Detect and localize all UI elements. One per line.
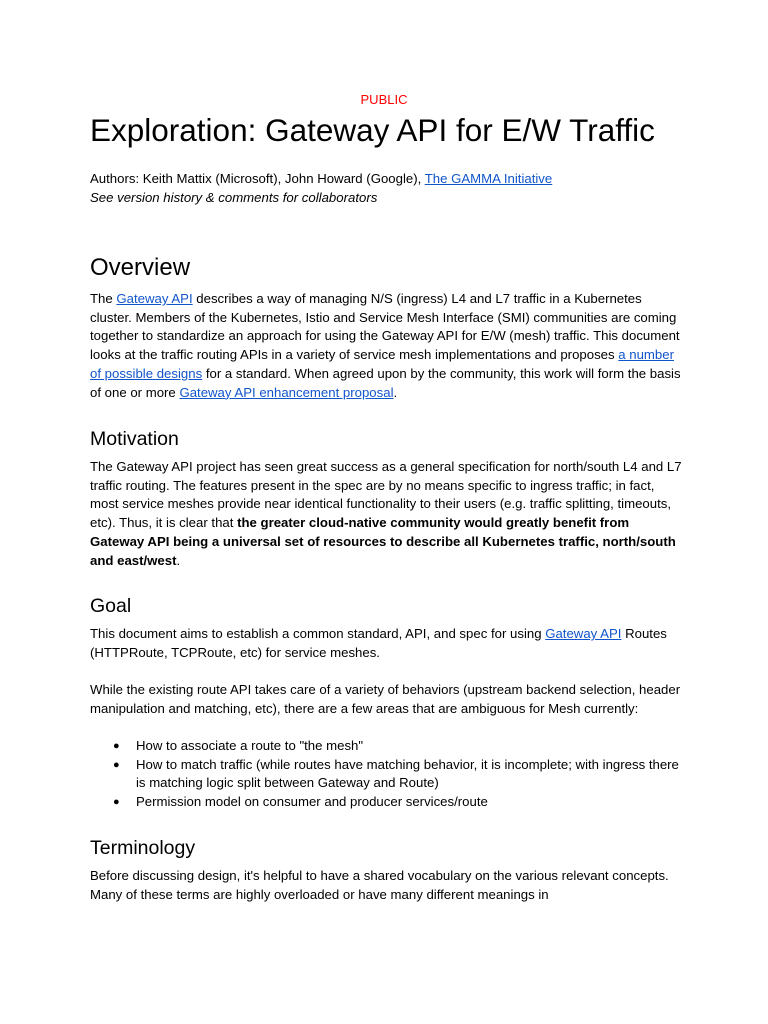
motivation-heading: Motivation [90, 428, 179, 450]
goal-heading: Goal [90, 595, 132, 617]
goal-paragraph-1 [90, 625, 682, 662]
list-item-text: How to match traffic (while routes have matching behavior, it is incomplete; with ingress there is matching logic split between Gateway and Route) [136, 756, 679, 791]
authors-line [90, 170, 682, 189]
goal-paragraph-2: While the existing route API takes care of a variety of behaviors (upstream backend selection, header manipulation and matching, etc), there are a few areas that are ambiguous for Mesh currently: [90, 682, 681, 716]
overview-text-4: . [393, 384, 398, 400]
goal-text-1: This document aims to establish a common standard, API, and spec for using [90, 626, 546, 641]
list-item [90, 737, 682, 756]
overview-text-1: The [90, 291, 117, 306]
authors-text: Authors: Keith Mattix (Microsoft), John Howard (Google), [90, 171, 425, 186]
gateway-api-link[interactable]: Gateway API [116, 291, 193, 306]
terminology-heading: Terminology [90, 837, 196, 859]
overview-paragraph [90, 290, 682, 402]
bullet-icon: ● [113, 758, 120, 771]
classification-label: PUBLIC [360, 92, 408, 107]
overview-heading: Overview [90, 254, 191, 281]
terminology-paragraph: Before discussing design, it's helpful to have a shared vocabulary on the various relevant concepts. Many of these terms are highly overloaded or have many different meanings in [90, 868, 669, 902]
enhancement-proposal-link[interactable]: Gateway API enhancement proposal [179, 384, 394, 400]
overview-text-2: describes a way of managing N/S (ingress) L4 and L7 traffic in a Kubernetes cluster. Members of the Kubernetes, Istio and Service Mesh Interface (SMI) communities are coming together to standardize an approach for using the Gateway API for E/W (mesh) traffic. This document looks at the traffic routing APIs in a variety of service mesh implementations and proposes [90, 291, 680, 363]
goal-text-2: Routes (HTTPRoute, TCPRoute, etc) for service meshes. [90, 626, 667, 660]
document-title: Exploration: Gateway API for E/W Traffic [90, 112, 655, 148]
gamma-initiative-link[interactable]: The GAMMA Initiative [424, 171, 553, 186]
list-item-text: How to associate a route to "the mesh" [136, 738, 364, 753]
motivation-bold-statement: the greater cloud-native community would greatly benefit from Gateway API being a universal set of resources to describe all Kubernetes traffic, north/south and east/west [90, 515, 676, 568]
overview-text-3: for a standard. When agreed upon by the community, this work will form the basis of one or more [90, 365, 681, 400]
list-item [90, 756, 682, 793]
goal-bullet-list [90, 737, 682, 812]
bullet-icon: ● [113, 740, 120, 752]
list-item-text: Permission model on consumer and producer services/route [136, 794, 488, 810]
possible-designs-link[interactable]: a number of possible designs [90, 347, 674, 381]
motivation-paragraph [90, 458, 682, 570]
collaborators-note: See version history & comments for collaborators [90, 190, 378, 205]
bullet-icon: ● [113, 796, 120, 809]
motivation-text-2: . [176, 552, 181, 568]
list-item [90, 793, 682, 812]
goal-gateway-api-link[interactable]: Gateway API [545, 626, 622, 641]
motivation-text-1: The Gateway API project has seen great success as a general specification for north/south L4 and L7 traffic routing. The features present in the spec are by no means specific to ingress traffic; in fact, most service meshes provide near identical functionality to their users (e.g. traffic splitting, timeouts, etc). Thus, it is clear that [90, 459, 682, 531]
